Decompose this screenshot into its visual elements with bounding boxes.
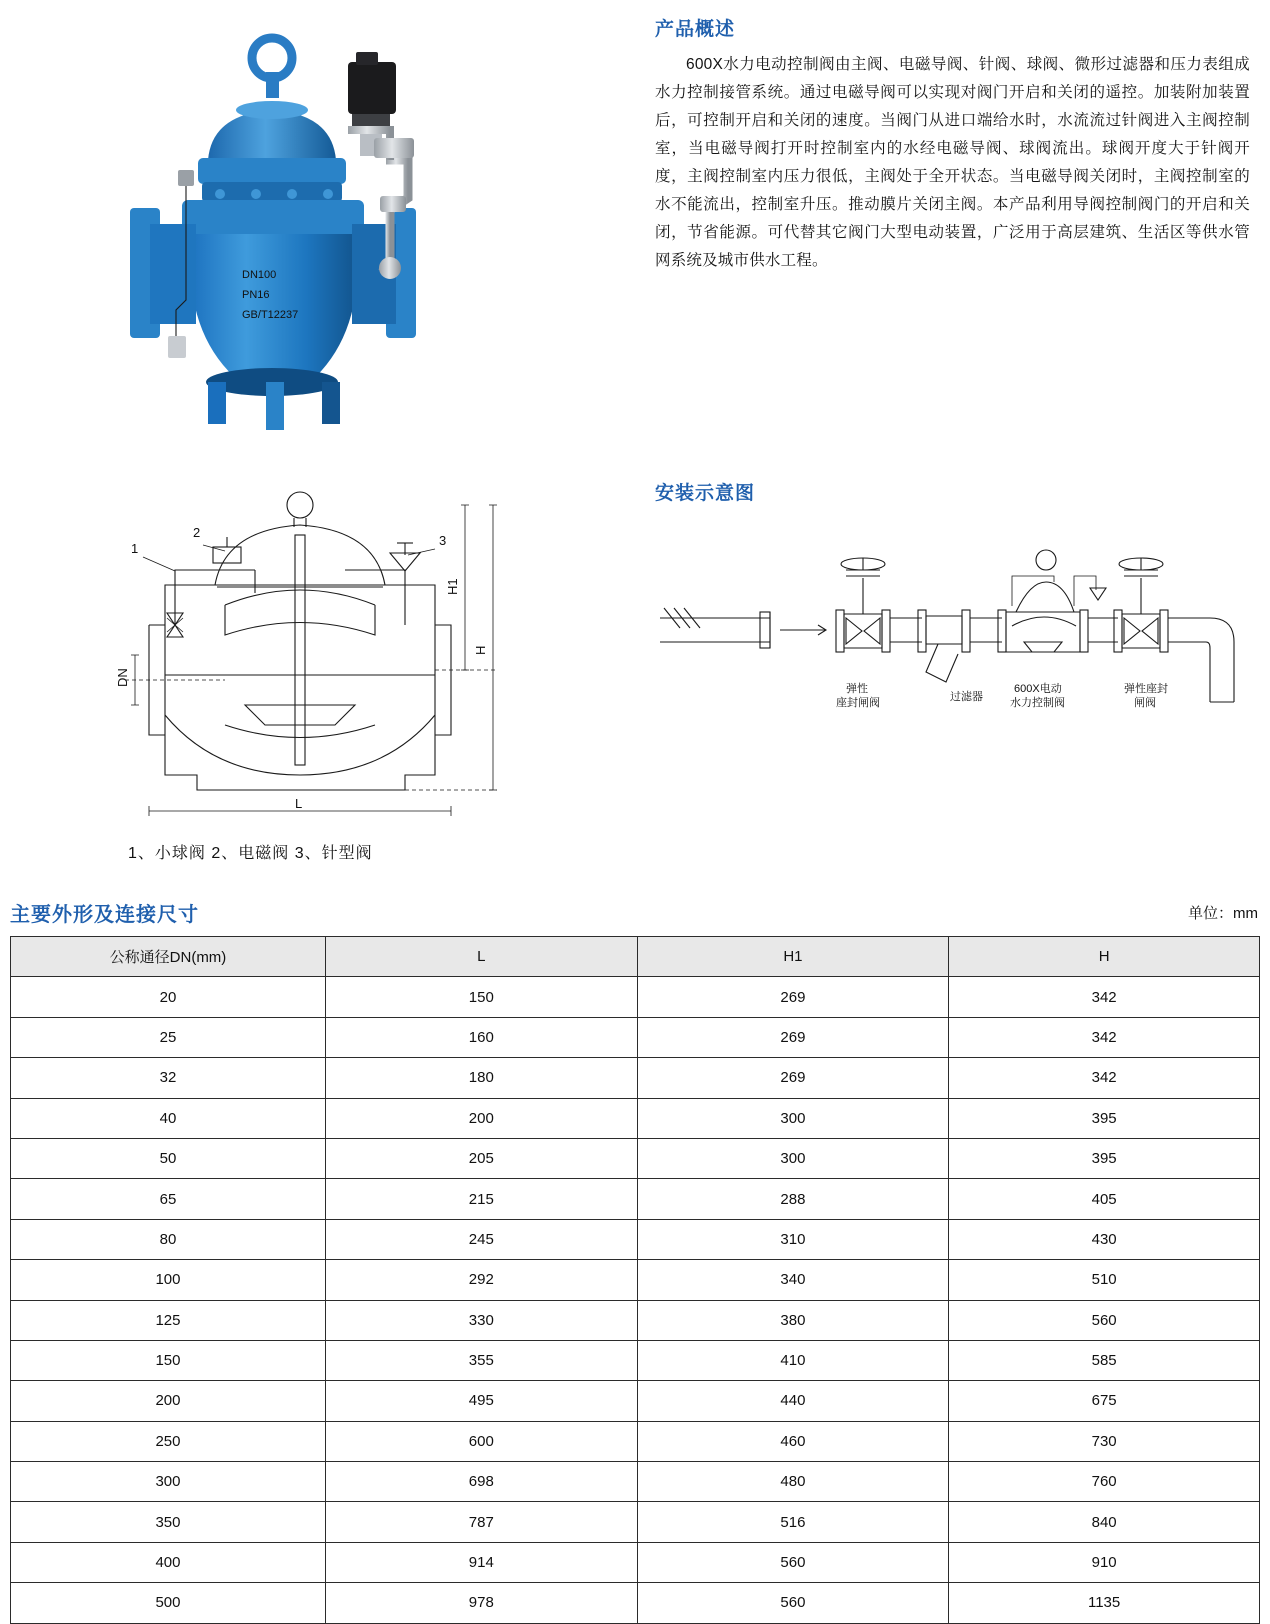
table-cell: 730 [949, 1421, 1260, 1461]
section-drawing-caption: 1、小球阀 2、电磁阀 3、针型阀 [128, 845, 373, 862]
table-cell: 787 [325, 1502, 637, 1542]
svg-text:H1: H1 [445, 578, 460, 595]
lifting-eye [252, 38, 292, 98]
table-row [11, 1462, 1260, 1502]
installation-block [655, 478, 1255, 515]
table-cell: 1135 [949, 1583, 1260, 1623]
overview-title: 产品概述 [655, 19, 736, 40]
table-cell: 200 [11, 1381, 326, 1421]
table-cell: 914 [325, 1542, 637, 1582]
valve-body [182, 200, 364, 430]
gate-valve-right [1114, 558, 1168, 652]
table-cell: 585 [949, 1340, 1260, 1380]
table-cell: 440 [637, 1381, 949, 1421]
column-header-h1: H1 [637, 937, 949, 977]
table-cell: 300 [637, 1138, 949, 1178]
table-row [11, 1219, 1260, 1259]
table-row [11, 1098, 1260, 1138]
table-cell: 430 [949, 1219, 1260, 1259]
table-row [11, 1421, 1260, 1461]
table-cell: 910 [949, 1542, 1260, 1582]
table-row [11, 1340, 1260, 1380]
table-cell: 840 [949, 1502, 1260, 1542]
svg-text:DN100: DN100 [242, 269, 277, 281]
table-cell: 65 [11, 1179, 326, 1219]
table-cell: 516 [637, 1502, 949, 1542]
table-row [11, 977, 1260, 1017]
table-cell: 150 [11, 1340, 326, 1380]
column-header-l: L [325, 937, 637, 977]
overview-block [655, 14, 1250, 275]
overview-body: 600X水力电动控制阀由主阀、电磁导阀、针阀、球阀、微形过滤器和压力表组成水力控制接管系统。通过电磁导阀可以实现对阀门开启和关闭的遥控。加装附加装置后，可控制开启和关闭的速度。当阀门从进口端给水时，水流流过针阀进入主阀控制室，当电磁导阀打开时控制室内的水经电磁导阀、球阀流出。球阀开度大于针阀开度，主阀控制室内压力很低，主阀处于全开状态。当电磁导阀关闭时，主阀控制室的水不能流出，控制室升压。推动膜片关闭主阀。本产品利用导阀控制阀门的开启和关闭，节省能源。可代替其它阀门大型电动装置，广泛用于高层建筑、生活区等供水管网系统及城市供水工程。 [655, 56, 1250, 269]
middle-section [0, 470, 1270, 890]
table-cell: 698 [325, 1462, 637, 1502]
table-cell: 180 [325, 1058, 637, 1098]
install-label-0-line1: 弹性 [846, 683, 868, 695]
install-label-1: 过滤器 [950, 691, 983, 703]
table-cell: 150 [325, 977, 637, 1017]
control-valve-600x [998, 550, 1106, 652]
table-cell: 342 [949, 977, 1260, 1017]
table-cell: 300 [11, 1462, 326, 1502]
table-row [11, 1260, 1260, 1300]
gate-valve-left [760, 558, 890, 652]
valve-bonnet [198, 101, 346, 202]
table-cell: 405 [949, 1179, 1260, 1219]
table-cell: 40 [11, 1098, 326, 1138]
table-cell: 292 [325, 1260, 637, 1300]
table-cell: 200 [325, 1098, 637, 1138]
table-cell: 675 [949, 1381, 1260, 1421]
section-drawing [105, 475, 505, 825]
table-cell: 340 [637, 1260, 949, 1300]
install-label-3-line1: 弹性座封 [1124, 683, 1168, 695]
table-cell: 500 [11, 1583, 326, 1623]
product-photo [90, 10, 520, 460]
table-row [11, 1502, 1260, 1542]
table-cell: 460 [637, 1421, 949, 1461]
svg-text:H: H [473, 645, 488, 655]
table-cell: 205 [325, 1138, 637, 1178]
table-cell: 32 [11, 1058, 326, 1098]
table-cell: 480 [637, 1462, 949, 1502]
table-row [11, 1583, 1260, 1623]
table-cell: 300 [637, 1098, 949, 1138]
table-cell: 495 [325, 1381, 637, 1421]
table-cell: 342 [949, 1058, 1260, 1098]
table-cell: 160 [325, 1017, 637, 1057]
table-cell: 560 [949, 1300, 1260, 1340]
table-cell: 125 [11, 1300, 326, 1340]
installation-title: 安装示意图 [655, 483, 756, 504]
table-cell: 100 [11, 1260, 326, 1300]
table-cell: 250 [11, 1421, 326, 1461]
installation-diagram [650, 530, 1260, 710]
table-cell: 560 [637, 1542, 949, 1582]
table-cell: 510 [949, 1260, 1260, 1300]
table-header-row [11, 937, 1260, 977]
svg-text:GB/T12237: GB/T12237 [242, 309, 299, 321]
table-cell: 288 [637, 1179, 949, 1219]
table-cell: 978 [325, 1583, 637, 1623]
table-cell: 350 [11, 1502, 326, 1542]
table-row [11, 1058, 1260, 1098]
table-cell: 330 [325, 1300, 637, 1340]
table-row [11, 1542, 1260, 1582]
table-row [11, 1179, 1260, 1219]
table-cell: 269 [637, 977, 949, 1017]
dimensions-table [10, 936, 1260, 1624]
table-cell: 310 [637, 1219, 949, 1259]
table-cell: 50 [11, 1138, 326, 1178]
table-row [11, 1138, 1260, 1178]
svg-text:3: 3 [439, 533, 447, 548]
install-label-2-line1: 600X电动 [1014, 683, 1062, 695]
table-cell: 355 [325, 1340, 637, 1380]
table-row [11, 1017, 1260, 1057]
install-label-0-line2: 座封闸阀 [836, 697, 880, 709]
svg-text:2: 2 [193, 525, 201, 540]
table-cell: 410 [637, 1340, 949, 1380]
table-cell: 269 [637, 1017, 949, 1057]
svg-text:DN: DN [115, 668, 130, 687]
install-label-3-line2: 闸阀 [1134, 697, 1156, 709]
table-cell: 215 [325, 1179, 637, 1219]
table-cell: 245 [325, 1219, 637, 1259]
dimensions-header [10, 898, 1260, 932]
install-label-2-line2: 水力控制阀 [1010, 697, 1065, 709]
table-cell: 400 [11, 1542, 326, 1582]
table-row [11, 1300, 1260, 1340]
table-cell: 342 [949, 1017, 1260, 1057]
svg-text:PN16: PN16 [242, 289, 270, 301]
table-cell: 20 [11, 977, 326, 1017]
table-cell: 560 [637, 1583, 949, 1623]
table-cell: 600 [325, 1421, 637, 1461]
dimensions-title: 主要外形及连接尺寸 [10, 904, 199, 926]
table-cell: 80 [11, 1219, 326, 1259]
y-strainer [918, 610, 970, 682]
table-cell: 760 [949, 1462, 1260, 1502]
table-cell: 395 [949, 1138, 1260, 1178]
dimensions-unit: 单位：mm [1188, 905, 1258, 922]
table-cell: 269 [637, 1058, 949, 1098]
table-cell: 395 [949, 1098, 1260, 1138]
table-body [11, 977, 1260, 1623]
top-section [0, 0, 1270, 470]
table-row [11, 1381, 1260, 1421]
table-cell: 25 [11, 1017, 326, 1057]
svg-text:1: 1 [131, 541, 139, 556]
table-cell: 380 [637, 1300, 949, 1340]
svg-text:L: L [295, 796, 303, 811]
column-header-h: H [949, 937, 1260, 977]
column-header-dn: 公称通径DN(mm) [11, 937, 326, 977]
